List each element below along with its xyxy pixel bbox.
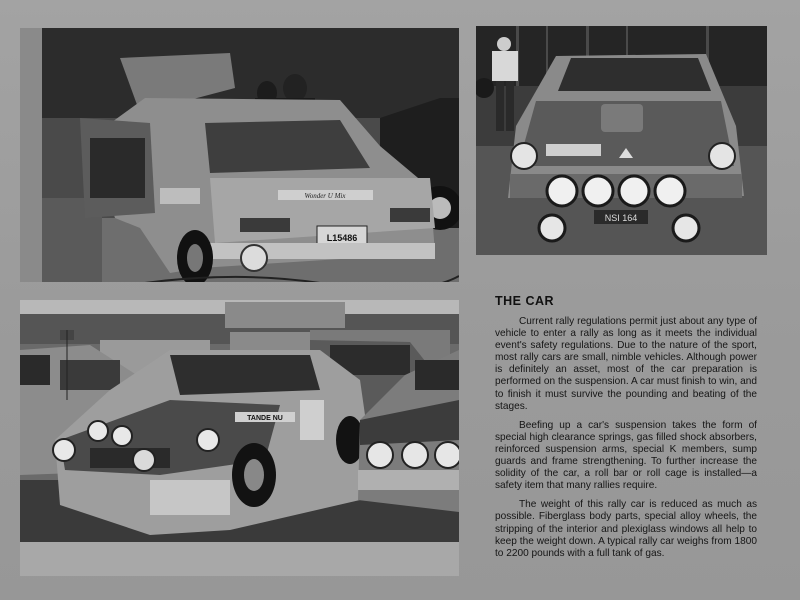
photo-rally-sedan-rear [20, 28, 459, 282]
article-the-car [495, 294, 757, 567]
photo3-side-decal: TANDE NU [247, 415, 283, 422]
photo-rally-cars-parked-image [20, 300, 459, 576]
photo2-license-plate: NSI 164 [604, 213, 638, 223]
photo-rally-coupe-front-image [476, 26, 767, 255]
article-paragraph-3: The weight of this rally car is reduced as much as possible. Fiberglass body parts, special alloy wheels, the stripping of the interior and plexiglass windows all help to keep the weight down. A typical rally car weighs from 1800 to 2200 pounds with a full tank of gas. [495, 499, 757, 559]
photo-rally-cars-parked [20, 300, 459, 576]
photo-rally-coupe-front [476, 26, 767, 255]
photo1-trunk-decal: Wonder U Mix [304, 192, 346, 200]
article-paragraph-2: Beefing up a car's suspension takes the form of special high clearance springs, gas filled shock absorbers, reinforced suspension arms, special K members, sump guards and frame strengthening. To further increase the solidity of the car, a roll bar or roll cage is installed—a safety item that many rallies require. [495, 419, 757, 492]
article-heading: THE CAR [495, 294, 555, 308]
article-paragraph-1: Current rally regulations permit just about any type of vehicle to enter a rally as long as it meets the individual event's safety regulations. Due to the nature of the sport, most rally cars are small, nimble vehicles. Although power is definitely an asset, most of the car preparation is performed on the suspension. A car must finish to win, and to finish it must survive the pounding and beating of the stages. [495, 316, 757, 412]
photo1-license-plate: L15486 [326, 233, 358, 243]
photo-rally-sedan-rear-image [20, 28, 459, 282]
